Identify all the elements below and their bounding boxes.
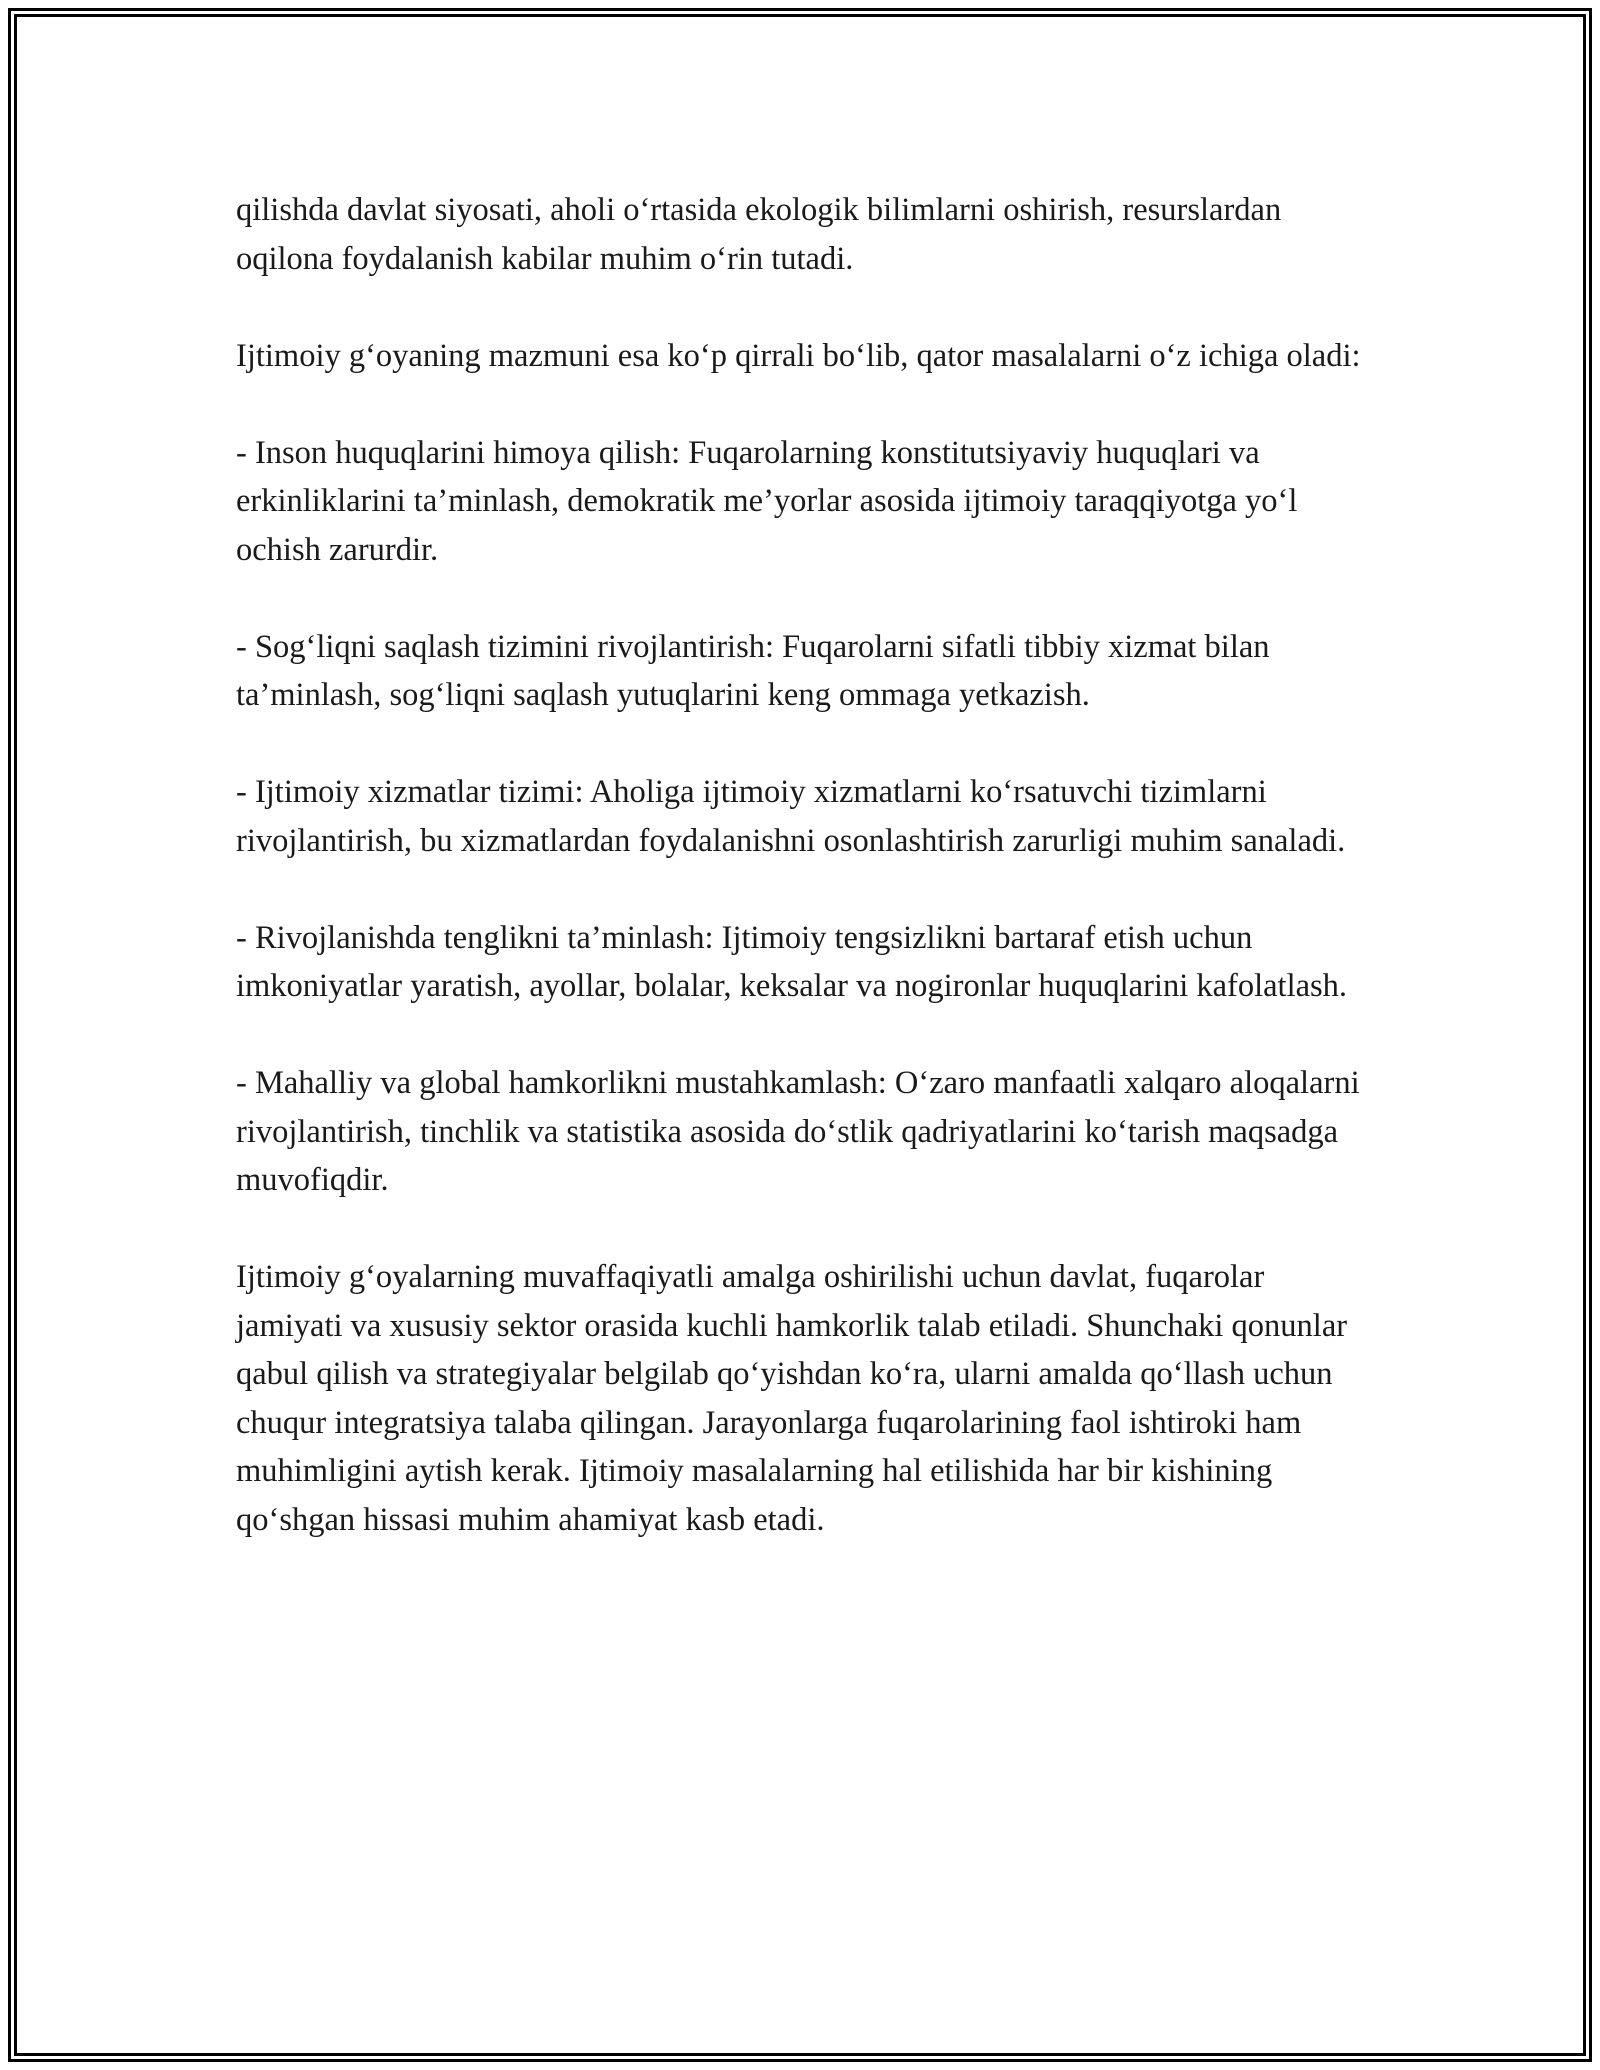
paragraph-intro: Ijtimoiy g‘oyaning mazmuni esa ko‘p qirrali bo‘lib, qator masalalarni o‘z ichiga oladi: (236, 337, 1361, 374)
list-item-social-services: - Ijtimoiy xizmatlar tizimi: Aholiga ijtimoiy xizmatlarni ko‘rsatuvchi tizimlarni rivojlantirish, bu xizmatlardan foydalanishni osonlashtirish zarurligi muhim sanaladi. (236, 774, 1346, 859)
paragraph-continuation: qilishda davlat siyosati, aholi o‘rtasida ekologik bilimlarni oshirish, resurslardan oqilona foydalanish kabilar muhim o‘rin tutadi. (236, 192, 1282, 277)
list-item-cooperation: - Mahalliy va global hamkorlikni mustahkamlash: O‘zaro manfaatli xalqaro aloqalarni rivojlantirish, tinchlik va statistika asosida do‘stlik qadriyatlarini ko‘tarish maqsadga muvofiqdir. (236, 1065, 1360, 1198)
paragraph-conclusion: Ijtimoiy g‘oyalarning muvaffaqiyatli amalga oshirilishi uchun davlat, fuqarolar jamiyati va xususiy sektor orasida kuchli hamkorlik talab etiladi. Shunchaki qonunlar qabul qilish va strategiyalar belgilab qo‘yishdan ko‘ra, ularni amalda qo‘llash uchun chuqur integratsiya talaba qilingan. Jarayonlarga fuqarolarining faol ishtiroki ham muhimligini aytish kerak. Ijtimoiy masalalarning hal etilishida har bir kishining qo‘shgan hissasi muhim ahamiyat kasb etadi. (236, 1259, 1348, 1538)
document-body (236, 186, 1366, 1544)
list-item-healthcare: - Sog‘liqni saqlash tizimini rivojlantirish: Fuqarolarni sifatli tibbiy xizmat bilan ta’minlash, sog‘liqni saqlash yutuqlarini keng ommaga yetkazish. (236, 628, 1270, 713)
list-item-equality: - Rivojlanishda tenglikni ta’minlash: Ijtimoiy tengsizlikni bartaraf etish uchun imkoniyatlar yaratish, ayollar, bolalar, keksalar va nogironlar huquqlarini kafolatlash. (236, 919, 1348, 1004)
list-item-human-rights: - Inson huquqlarini himoya qilish: Fuqarolarning konstitutsiyaviy huquqlari va erkinliklarini ta’minlash, demokratik me’yorlar asosida ijtimoiy taraqqiyotga yo‘l ochish zarurdir. (236, 434, 1298, 568)
